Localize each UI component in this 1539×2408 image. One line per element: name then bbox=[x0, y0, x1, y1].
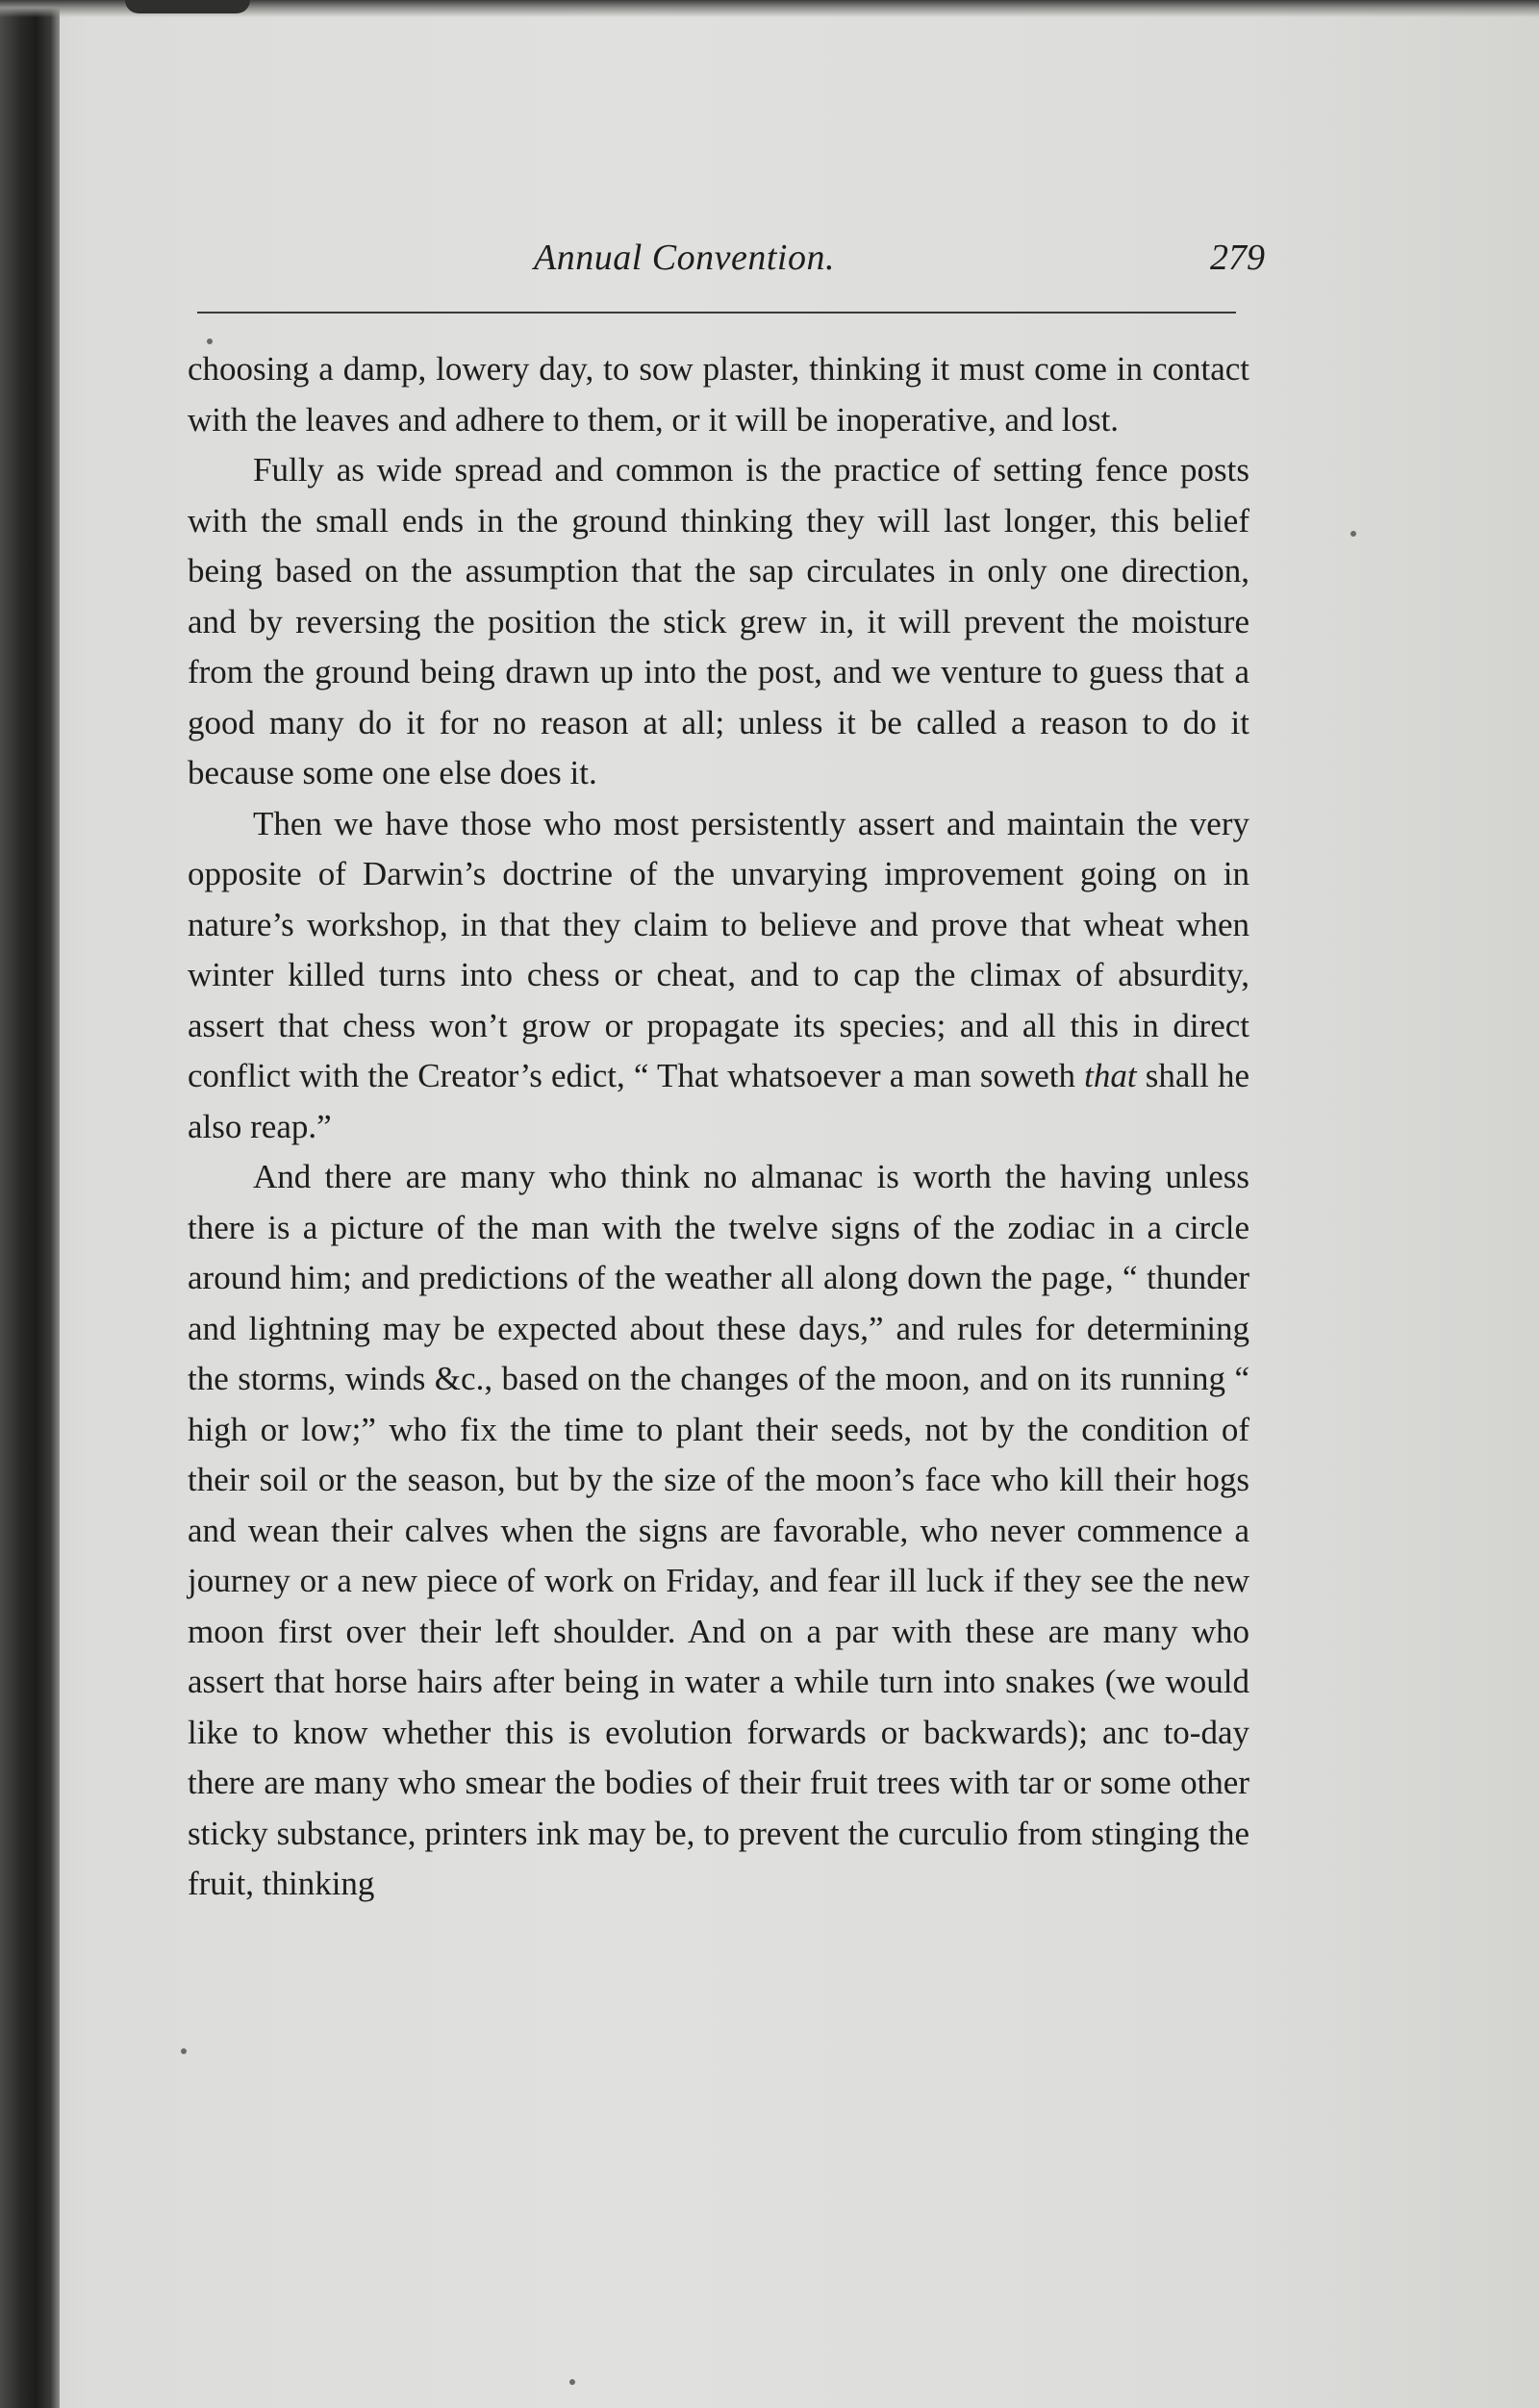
speck bbox=[569, 2379, 575, 2385]
speck bbox=[1350, 531, 1356, 537]
paragraph-2 bbox=[188, 445, 1249, 799]
page-number: 279 bbox=[1210, 238, 1265, 278]
paragraph-3 bbox=[188, 799, 1249, 1153]
speck bbox=[181, 2048, 187, 2054]
paragraph-3-emphasis: that bbox=[1084, 1057, 1137, 1094]
paragraph-1-text: choosing a damp, lowery day, to sow plaster, thinking it must come in contact with the leaves and adhere to them, or it will be inoperative, and lost. bbox=[188, 350, 1249, 439]
paragraph-3-text-before: Then we have those who most persistently assert and maintain the very opposite of Darwin’s doctrine of the unvarying improvement going on in nature’s workshop, in that they claim to believe and prove that wheat when winter killed turns into chess or cheat, and to cap the climax of absurdity, assert that chess won’t grow or propagate its species; and all this in direct conflict with the Creator’s edict, “ That whatsoever a man soweth bbox=[188, 804, 1249, 1094]
paragraph-3-text-after: shall he also reap.” bbox=[188, 1057, 1250, 1145]
speck bbox=[207, 339, 213, 344]
paragraph-1 bbox=[188, 344, 1249, 445]
paragraph-4-text: And there are many who think no almanac is worth the having unless there is a picture of the man with the twelve signs of the zodiac in a circle around him; and predictions of the weather all along down the page, “ thunder and lightning may be expected about these days,” and rules for determining the storms, winds &c., based on the changes of the moon, and on its running “ high or low;” who fix the time to plant their seeds, not by the condition of their soil or the season, but by the size of the moon’s face who kill their hogs and wean their calves when the signs are favorable, who never commence a journey or a new piece of work on Friday, and fear ill luck if they see the new moon first over their left shoulder. And on a par with these are many who assert that horse hairs after being in water a while turn into snakes (we would like to know whether this is evolution forwards or backwards); anc to-day there are many who smear the bodies of their fruit trees with tar or some other sticky substance, printers ink may be, to prevent the curculio from stinging the fruit, thinking bbox=[188, 1158, 1249, 1902]
header-rule bbox=[197, 312, 1236, 314]
body-text bbox=[188, 344, 1249, 1910]
book-page bbox=[188, 231, 1265, 1902]
top-edge-mark bbox=[125, 0, 250, 13]
book-spine-shadow bbox=[0, 0, 60, 2408]
paragraph-4 bbox=[188, 1152, 1249, 1910]
running-title: Annual Convention. bbox=[534, 238, 835, 278]
paragraph-2-text: Fully as wide spread and common is the practice of setting fence posts with the small ends in the ground thinking they will last longer, this belief being based on the assumption that the sap circulates in only one direction, and by reversing the position the stick grew in, it will prevent the moisture from the ground being drawn up into the post, and we venture to guess that a good many do it for no reason at all; unless it be called a reason to do it because some one else does it. bbox=[188, 451, 1249, 791]
running-head bbox=[188, 231, 1265, 288]
